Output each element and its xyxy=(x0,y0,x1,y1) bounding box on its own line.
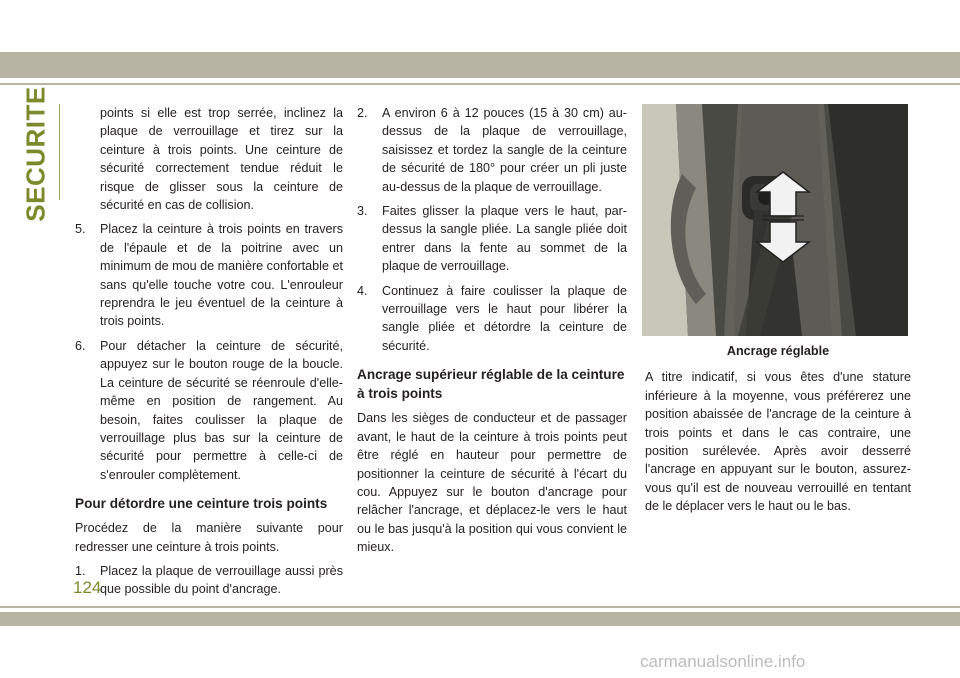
footer-rule xyxy=(0,606,960,608)
list-item xyxy=(75,337,343,484)
adjustable-anchor-photo xyxy=(642,104,908,336)
list-item xyxy=(357,104,627,196)
anchor-advice-paragraph: A titre indicatif, si vous êtes d'une stature inférieure à la moyenne, vous préférerez une position abaissée de l'ancrage de la ceinture à trois points et dans le cas contraire, une position surélevée. Après avoir desserré l'ancrage en appuyant sur le bouton, assurez-vous qu'il est de nouveau verrouillé en tentant de le déplacer vers le haut ou le bas. xyxy=(645,370,911,514)
header-rule xyxy=(0,83,960,85)
list-item-number: 5. xyxy=(75,222,86,237)
column-3 xyxy=(645,104,911,516)
section-heading-untwist: Pour détordre une ceinture trois points xyxy=(75,496,328,512)
list-item-text: A environ 6 à 12 pouces (15 à 30 cm) au-dessus de la plaque de verrouillage, saisissez et tordez la sangle de la ceinture de sécurité de 180° pour créer un pli juste au-dessus de la plaque de verrouillage. xyxy=(382,106,627,194)
continued-paragraph: points si elle est trop serrée, inclinez la plaque de verrouillage et tirez sur la ceinture à trois points. Une ceinture de sécurité correctement tendue réduit le risque de glisser sous la ceinture de sécurité en cas de collision. xyxy=(100,106,343,213)
header-band xyxy=(0,52,960,78)
list-item xyxy=(75,562,343,599)
section-tab xyxy=(16,86,56,222)
list-item xyxy=(75,220,343,330)
section-tab-rule xyxy=(59,104,60,200)
page-number: 124 xyxy=(73,578,102,597)
list-item xyxy=(357,282,627,356)
list-item-text: Pour détacher la ceinture de sécurité, appuyez sur le bouton rouge de la boucle. La ceinture de sécurité se réenroule d'elle-même en position de rangement. Au besoin, faites coulisser la plaque de verrouillage plus bas sur la ceinture de sécurité pour permettre à celle-ci de s'enrouler complètement. xyxy=(100,338,343,482)
list-item-number: 3. xyxy=(357,204,368,219)
column-1 xyxy=(75,104,343,599)
list-item-text: Placez la ceinture à trois points en travers de l'épaule et de la poitrine avec un minimum de mou de manière confortable et sans qu'elle touche votre cou. L'enrouleur reprendra le jeu éventuel de la ceinture à trois points. xyxy=(100,222,343,329)
list-item-text: Placez la plaque de verrouillage aussi près que possible du point d'ancrage. xyxy=(100,563,343,597)
figure-caption: Ancrage réglable xyxy=(726,344,830,358)
column-2 xyxy=(357,104,627,557)
section-tab-label: SECURITE xyxy=(20,86,51,222)
watermark: carmanualsonline.info xyxy=(640,652,806,671)
list-item-number: 2. xyxy=(357,106,368,120)
anchor-paragraph: Dans les sièges de conducteur et de passager avant, le haut de la ceinture à trois points peut être réglé en hauteur pour permettre de positionner la ceinture de sécurité à l'écart du cou. Appuyez sur le bouton d'ancrage pour relâcher l'ancrage, et déplacez-le vers le haut ou le bas jusqu'à la position qui vous convient le mieux. xyxy=(357,411,627,555)
list-item-number: 4. xyxy=(357,283,368,298)
list-item-text: Faites glisser la plaque vers le haut, par-dessus la sangle pliée. La sangle pliée doit entrer dans la fente au sommet de la plaque de verrouillage. xyxy=(382,204,627,274)
list-item-number: 6. xyxy=(75,338,86,353)
section-heading-anchor: Ancrage supérieur réglable de la ceinture à trois points xyxy=(357,367,625,402)
intro-paragraph: Procédez de la manière suivante pour redresser une ceinture à trois points. xyxy=(75,521,343,554)
list-item-number: 1. xyxy=(75,563,86,578)
footer-band xyxy=(0,612,960,626)
list-item xyxy=(357,202,627,276)
list-item-text: Continuez à faire coulisser la plaque de verrouillage vers le haut pour libérer la sangle pliée et détordre la ceinture de sécurité. xyxy=(382,283,627,353)
